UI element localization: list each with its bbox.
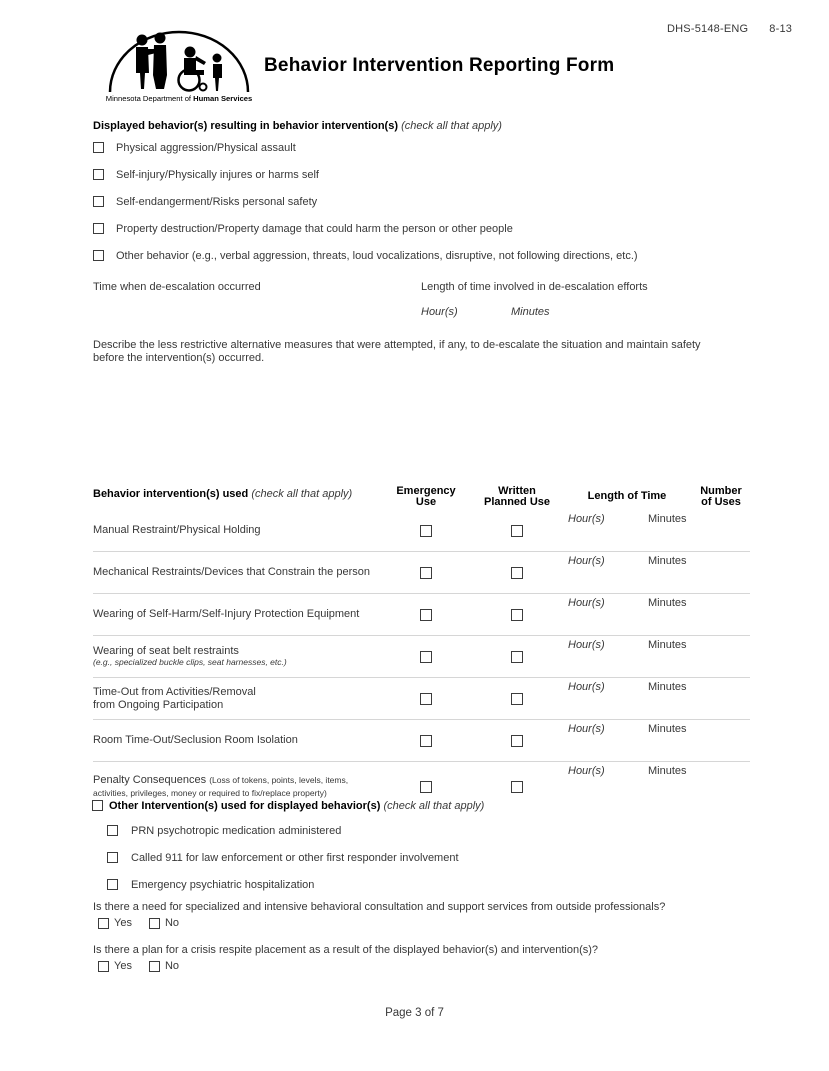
emergency-use-cell: [380, 720, 472, 761]
hours-field[interactable]: Hour(s): [568, 513, 605, 525]
emergency-use-cell: [380, 594, 472, 635]
written-planned-use-cell: [472, 678, 562, 719]
hours-field[interactable]: Hour(s): [568, 555, 605, 567]
intervention-label: Penalty Consequences (Loss of tokens, points, levels, items, activities, privileges, money or required to fix/replace property): [93, 774, 349, 798]
other-interventions-heading: Other Intervention(s) used for displayed behavior(s) (check all that apply): [92, 799, 752, 813]
number-of-uses-field[interactable]: [692, 594, 750, 635]
number-of-uses-field[interactable]: [692, 552, 750, 593]
intervention-label: Time-Out from Activities/Removal from Ongoing Participation: [93, 686, 256, 711]
behavior-option-property-destruction: [93, 223, 753, 236]
yes-checkbox[interactable]: [98, 961, 109, 972]
no-label: No: [164, 960, 180, 972]
written-planned-use-cell: [472, 552, 562, 593]
yes-label: Yes: [114, 917, 132, 929]
other-option-called-911: [107, 852, 752, 865]
agency-logo: [104, 27, 254, 103]
table-row: [93, 719, 750, 761]
behavior-option-label: Physical aggression/Physical assault: [116, 142, 296, 154]
minutes-field[interactable]: Minutes: [648, 597, 687, 609]
intervention-note: (e.g., specialized buckle clips, seat harnesses, etc.): [93, 657, 287, 668]
dhs-logo-icon: [104, 27, 254, 93]
col-header-emergency-use: Emergency Use: [396, 484, 456, 508]
hours-label: Hour(s): [421, 306, 458, 318]
minutes-field[interactable]: Minutes: [648, 765, 687, 777]
form-revision: 8-13: [769, 23, 793, 35]
written-planned-use-checkbox[interactable]: [511, 693, 523, 705]
question-outside-professionals: [93, 901, 793, 930]
hours-field[interactable]: Hour(s): [568, 681, 605, 693]
behavior-option-label: Property destruction/Property damage that could harm the person or other people: [116, 223, 513, 235]
hours-field[interactable]: Hour(s): [568, 639, 605, 651]
checkbox[interactable]: [107, 879, 118, 890]
table-row: [93, 510, 750, 551]
table-row: [93, 551, 750, 593]
form-number-code: DHS-5148-ENG: [667, 23, 749, 35]
emergency-use-checkbox[interactable]: [420, 735, 432, 747]
minutes-field[interactable]: Minutes: [648, 723, 687, 735]
behavior-option-self-endangerment: [93, 196, 753, 209]
interventions-heading: Behavior intervention(s) used (check all that apply): [93, 488, 353, 500]
number-of-uses-field[interactable]: [692, 678, 750, 719]
written-planned-use-checkbox[interactable]: [511, 651, 523, 663]
other-option-label: Emergency psychiatric hospitalization: [131, 879, 315, 891]
checkbox[interactable]: [107, 825, 118, 836]
table-row: [93, 593, 750, 635]
emergency-use-checkbox[interactable]: [420, 693, 432, 705]
interventions-table-header: [93, 484, 750, 510]
deescalation-time-label: Time when de-escalation occurred: [93, 281, 261, 293]
written-planned-use-cell: [472, 594, 562, 635]
written-planned-use-checkbox[interactable]: [511, 567, 523, 579]
page-number: Page 3 of 7: [385, 1007, 444, 1019]
checkbox[interactable]: [93, 169, 104, 180]
hours-field[interactable]: Hour(s): [568, 597, 605, 609]
number-of-uses-field[interactable]: [692, 510, 750, 551]
written-planned-use-checkbox[interactable]: [511, 525, 523, 537]
col-header-written-planned-use: Written Planned Use: [483, 484, 551, 508]
emergency-use-cell: [380, 510, 472, 551]
other-option-psychiatric-hospitalization: [107, 879, 752, 892]
written-planned-use-checkbox[interactable]: [511, 609, 523, 621]
no-checkbox[interactable]: [149, 918, 160, 929]
other-option-label: PRN psychotropic medication administered: [131, 825, 342, 837]
displayed-behaviors-section: [93, 119, 753, 263]
behavior-option-other-behavior: [93, 250, 753, 263]
hours-field[interactable]: Hour(s): [568, 723, 605, 735]
minutes-field[interactable]: Minutes: [648, 639, 687, 651]
hours-field[interactable]: Hour(s): [568, 765, 605, 777]
page-title: Behavior Intervention Reporting Form: [264, 55, 615, 76]
behavior-option-label: Self-endangerment/Risks personal safety: [116, 196, 318, 208]
yes-checkbox[interactable]: [98, 918, 109, 929]
question-text: Is there a need for specialized and intensive behavioral consultation and support services from outside professionals?: [93, 901, 666, 913]
emergency-use-checkbox[interactable]: [420, 567, 432, 579]
deescalation-hours-input[interactable]: [421, 320, 491, 340]
intervention-label: Wearing of Self-Harm/Self-Injury Protection Equipment: [93, 608, 360, 621]
intervention-label: Mechanical Restraints/Devices that Constrain the person: [93, 566, 370, 579]
checkbox[interactable]: [93, 250, 104, 261]
table-row: [93, 635, 750, 677]
behavior-option-self-injury: [93, 169, 753, 182]
deescalation-length-label: Length of time involved in de-escalation efforts: [421, 281, 648, 293]
emergency-use-cell: [380, 636, 472, 677]
behavior-option-label: Other behavior (e.g., verbal aggression, threats, loud vocalizations, disruptive, not following directions, etc.): [116, 250, 638, 262]
intervention-note: (Loss of tokens, points, levels, items, activities, privileges, money or required to fix/replace property): [93, 775, 349, 798]
checkbox[interactable]: [93, 142, 104, 153]
written-planned-use-checkbox[interactable]: [511, 735, 523, 747]
emergency-use-checkbox[interactable]: [420, 651, 432, 663]
yes-label: Yes: [114, 960, 132, 972]
behavior-option-label: Self-injury/Physically injures or harms self: [116, 169, 319, 181]
emergency-use-cell: [380, 552, 472, 593]
describe-prompt: Describe the less restrictive alternative measures that were attempted, if any, to de-escalate the situation and maintain safety before the intervention(s) occurred.: [93, 339, 701, 364]
intervention-label: Room Time-Out/Seclusion Room Isolation: [93, 734, 298, 747]
no-checkbox[interactable]: [149, 961, 160, 972]
minutes-field[interactable]: Minutes: [648, 681, 687, 693]
minutes-field[interactable]: Minutes: [648, 555, 687, 567]
written-planned-use-cell: [472, 636, 562, 677]
checkbox[interactable]: [107, 852, 118, 863]
minutes-label: Minutes: [511, 306, 550, 318]
table-row: [93, 677, 750, 719]
interventions-table: [93, 484, 750, 811]
checkbox[interactable]: [93, 223, 104, 234]
minutes-field[interactable]: Minutes: [648, 513, 687, 525]
deescalation-time-input[interactable]: [93, 298, 313, 322]
checkbox[interactable]: [93, 196, 104, 207]
written-planned-use-cell: [472, 720, 562, 761]
written-planned-use-checkbox[interactable]: [511, 781, 523, 793]
describe-response-area[interactable]: [93, 370, 750, 478]
question-text: Is there a plan for a crisis respite placement as a result of the displayed behavior(s) and intervention(s)?: [93, 944, 599, 956]
emergency-use-cell: [380, 678, 472, 719]
emergency-use-checkbox[interactable]: [420, 609, 432, 621]
col-header-number-of-uses: Number of Uses: [700, 484, 742, 508]
intervention-label: Wearing of seat belt restraints (e.g., specialized buckle clips, seat harnesses, etc.): [93, 644, 287, 668]
col-header-length-of-time: Length of Time: [587, 490, 667, 503]
no-label: No: [164, 917, 180, 929]
question-crisis-respite: [93, 944, 793, 973]
emergency-use-checkbox[interactable]: [420, 781, 432, 793]
other-interventions-checkbox[interactable]: [92, 800, 103, 811]
deescalation-length-section: [421, 281, 648, 319]
form-number: [667, 23, 792, 35]
emergency-use-checkbox[interactable]: [420, 525, 432, 537]
displayed-behaviors-heading: Displayed behavior(s) resulting in behavior intervention(s) (check all that apply): [93, 120, 502, 132]
number-of-uses-field[interactable]: [692, 636, 750, 677]
written-planned-use-cell: [472, 510, 562, 551]
intervention-label: Manual Restraint/Physical Holding: [93, 524, 261, 537]
other-interventions-section: [92, 799, 752, 892]
behavior-option-physical-aggression: [93, 142, 753, 155]
number-of-uses-field[interactable]: [692, 720, 750, 761]
logo-caption: Minnesota Department of Human Services: [105, 94, 253, 103]
other-option-prn-medication: [107, 825, 752, 838]
deescalation-minutes-input[interactable]: [511, 320, 581, 340]
other-option-label: Called 911 for law enforcement or other first responder involvement: [131, 852, 459, 864]
